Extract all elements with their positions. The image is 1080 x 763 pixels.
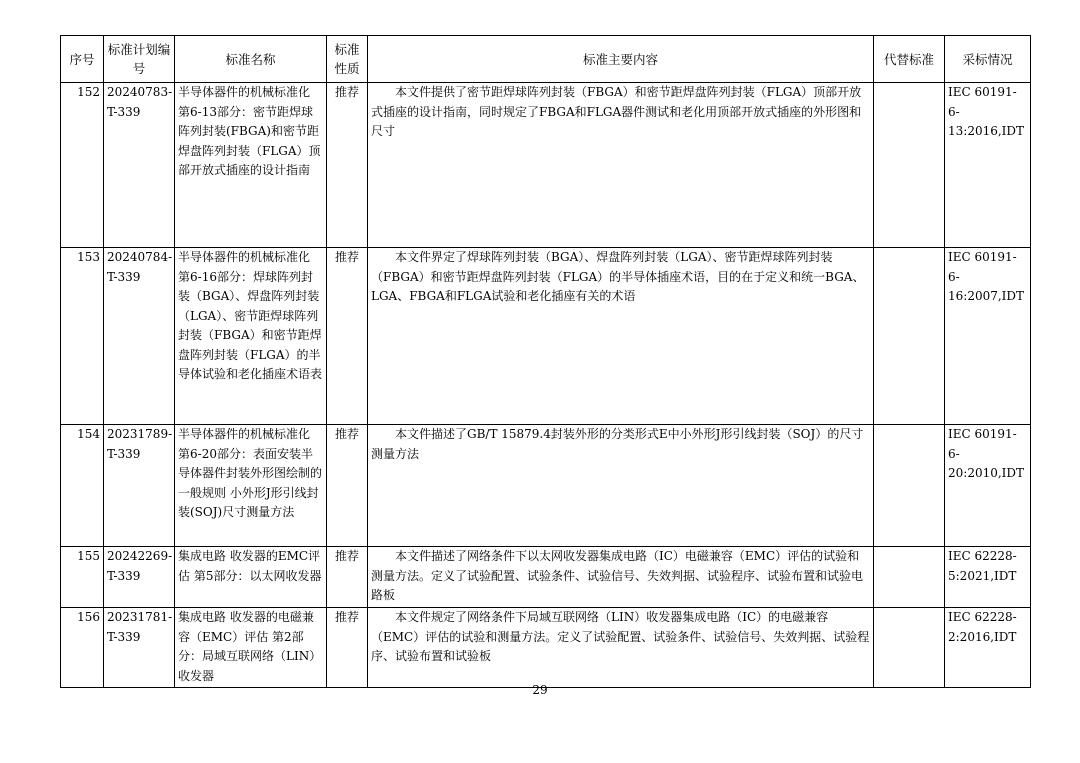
cell-seq: 152 — [61, 83, 104, 248]
cell-adoption: IEC 60191-6-20:2010,IDT — [945, 425, 1031, 547]
cell-plan-number: 20231789-T-339 — [104, 425, 175, 547]
cell-plan-number: 20231781-T-339 — [104, 608, 175, 688]
cell-seq: 156 — [61, 608, 104, 688]
cell-standard-nature: 推荐 — [327, 608, 368, 688]
cell-main-content: 本文件规定了网络条件下局域互联网络（LIN）收发器集成电路（IC）的电磁兼容（EMC）评估的试验和测量方法。定义了试验配置、试验条件、试验信号、失效判据、试验程序、试验布置和试验板 — [368, 608, 874, 688]
cell-standard-nature: 推荐 — [327, 83, 368, 248]
page-number: 29 — [532, 683, 548, 697]
table-row — [61, 83, 1031, 248]
cell-adoption: IEC 60191-6-13:2016,IDT — [945, 83, 1031, 248]
cell-standard-name: 集成电路 收发器的EMC评估 第5部分：以太网收发器 — [175, 547, 327, 608]
cell-plan-number: 20242269-T-339 — [104, 547, 175, 608]
table-header-row — [61, 36, 1031, 83]
cell-replaced-standard — [874, 248, 945, 425]
header-replaced-standard: 代替标准 — [874, 36, 945, 83]
table-row — [61, 425, 1031, 547]
cell-plan-number: 20240784-T-339 — [104, 248, 175, 425]
header-standard-nature: 标准性质 — [327, 36, 368, 83]
cell-main-content: 本文件描述了GB/T 15879.4封装外形的分类形式E中小外形J形引线封装（SOJ）的尺寸测量方法 — [368, 425, 874, 547]
cell-standard-name: 半导体器件的机械标准化 第6-16部分：焊球阵列封装（BGA）、焊盘阵列封装（LGA）、密节距焊球阵列封装（FBGA）和密节距焊盘阵列封装（FLGA）的半导体试验和老化插座术语表 — [175, 248, 327, 425]
cell-replaced-standard — [874, 83, 945, 248]
header-plan-number: 标准计划编号 — [104, 36, 175, 83]
cell-standard-nature: 推荐 — [327, 547, 368, 608]
cell-adoption: IEC 60191-6-16:2007,IDT — [945, 248, 1031, 425]
cell-standard-name: 半导体器件的机械标准化 第6-20部分：表面安装半导体器件封装外形图绘制的一般规则 小外形J形引线封装(SOJ)尺寸测量方法 — [175, 425, 327, 547]
cell-adoption: IEC 62228-5:2021,IDT — [945, 547, 1031, 608]
cell-replaced-standard — [874, 547, 945, 608]
cell-adoption: IEC 62228-2:2016,IDT — [945, 608, 1031, 688]
cell-seq: 153 — [61, 248, 104, 425]
cell-main-content: 本文件界定了焊球阵列封装（BGA）、焊盘阵列封装（LGA）、密节距焊球阵列封装（FBGA）和密节距焊盘阵列封装（FLGA）的半导体插座术语，目的在于定义和统一BGA、LGA、FBGA和FLGA试验和老化插座有关的术语 — [368, 248, 874, 425]
cell-seq: 154 — [61, 425, 104, 547]
cell-main-content: 本文件提供了密节距焊球阵列封装（FBGA）和密节距焊盘阵列封装（FLGA）顶部开放式插座的设计指南，同时规定了FBGA和FLGA器件测试和老化用顶部开放式插座的外形图和尺寸 — [368, 83, 874, 248]
header-main-content: 标准主要内容 — [368, 36, 874, 83]
cell-replaced-standard — [874, 425, 945, 547]
table-row — [61, 248, 1031, 425]
standards-table — [60, 35, 1031, 688]
cell-main-content: 本文件描述了网络条件下以太网收发器集成电路（IC）电磁兼容（EMC）评估的试验和测量方法。定义了试验配置、试验条件、试验信号、失效判据、试验程序、试验布置和试验电路板 — [368, 547, 874, 608]
header-seq: 序号 — [61, 36, 104, 83]
cell-replaced-standard — [874, 608, 945, 688]
table-row — [61, 608, 1031, 688]
table-row — [61, 547, 1031, 608]
cell-plan-number: 20240783-T-339 — [104, 83, 175, 248]
cell-standard-name: 集成电路 收发器的电磁兼容（EMC）评估 第2部分：局域互联网络（LIN）收发器 — [175, 608, 327, 688]
cell-standard-name: 半导体器件的机械标准化 第6-13部分：密节距焊球阵列封装(FBGA)和密节距焊盘阵列封装（FLGA）顶部开放式插座的设计指南 — [175, 83, 327, 248]
header-standard-name: 标准名称 — [175, 36, 327, 83]
header-adoption: 采标情况 — [945, 36, 1031, 83]
cell-standard-nature: 推荐 — [327, 248, 368, 425]
cell-standard-nature: 推荐 — [327, 425, 368, 547]
cell-seq: 155 — [61, 547, 104, 608]
